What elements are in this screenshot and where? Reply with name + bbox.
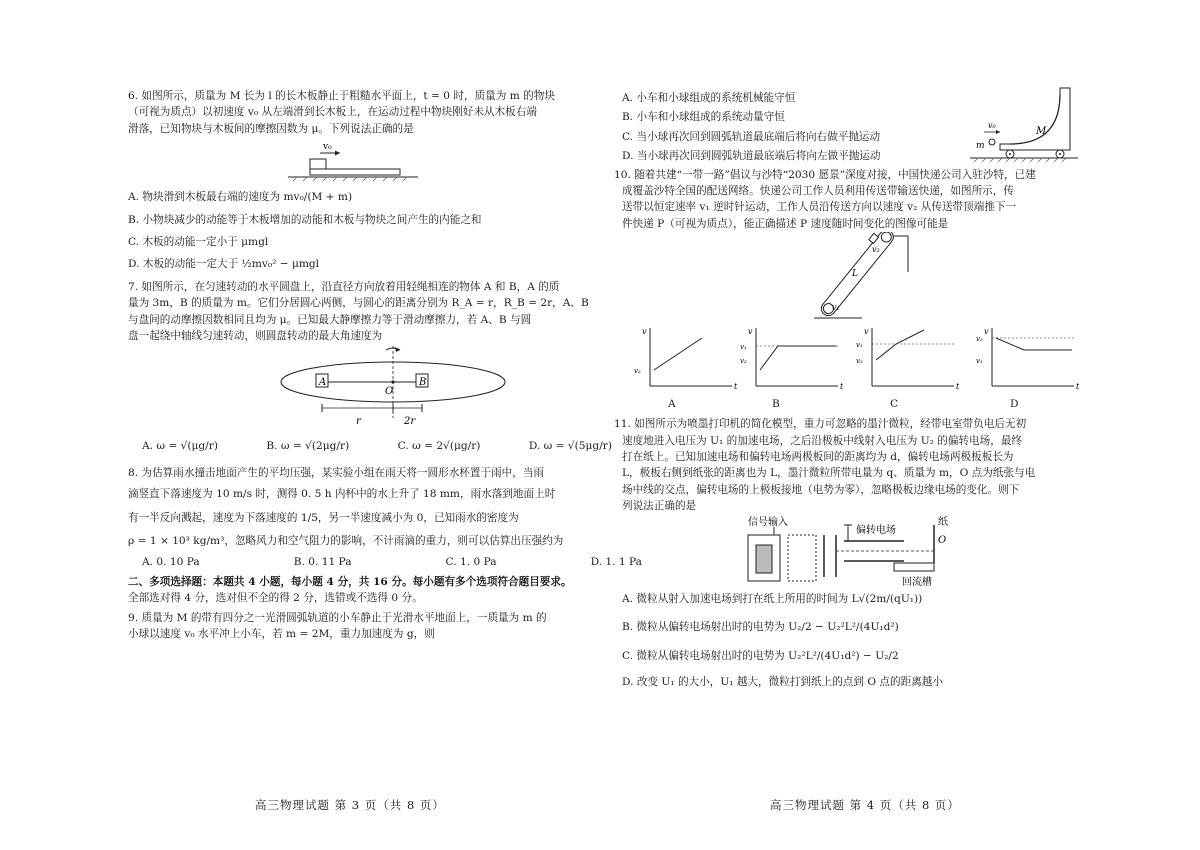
- q11-fig-deflect-label: 偏转电场: [856, 524, 896, 536]
- q7-fig-label-a: A: [319, 377, 327, 389]
- q9-stem-line: 9. 质量为 M 的带有四分之一光滑圆弧轨道的小车静止于光滑水平地面上，一质量为 m 的: [128, 611, 547, 624]
- q11-option-a: A. 微粒从射入加速电场到打在纸上所用的时间为 L√(2m/(qU₁)): [622, 592, 923, 605]
- q6-stem-line: 滑落，已知物块与木板间的摩擦因数为 μ。下列说法正确的是: [128, 122, 414, 135]
- q10-graph-a: [634, 327, 738, 391]
- q11-stem-line: 11. 如图所示为喷墨打印机的简化模型，重力可忽略的墨汁微粒，经带电室带负电后无初: [614, 418, 1027, 431]
- graph-t-label: t: [840, 382, 844, 392]
- q10-stem-line: 件快递 P（可视为质点），能正确描述 P 速度随时间变化的图像可能是: [622, 217, 949, 230]
- graph-v-label: v: [864, 327, 869, 337]
- q10-stem-line: 成覆盖沙特全国的配送网络。快递公司工作人员利用传送带输送快递，如图所示，传: [622, 185, 1014, 198]
- q7-fig-label-b: B: [419, 377, 427, 389]
- q7-stem-line: 量为 3m，B 的质量为 m。它们分居圆心两侧，与圆心的距离分别为 R_A = r，R_B = 2r，A、B: [128, 297, 589, 310]
- graph-t-label: t: [1076, 382, 1080, 392]
- q10-fig-l-label: L: [852, 269, 858, 280]
- q8-option-c: C. 1. 0 Pa: [445, 555, 497, 568]
- q8-stem-line: 有一半反向溅起，速度为下落速度的 1/5，另一半速度减小为 0，已知雨水的密度为: [128, 511, 519, 524]
- q6-option-c: C. 木板的动能一定小于 μmgl: [128, 236, 269, 249]
- q6-option-d: D. 木板的动能一定大于 ½mv₀² − μmgl: [128, 258, 320, 271]
- q11-option-c: C. 微粒从偏转电场射出时的电势为 U₂²L²/(4U₁d²) − U₂/2: [622, 649, 899, 662]
- q11-fig-tank-label: 回流槽: [902, 576, 932, 587]
- q9-fig-big-m-label: M: [1036, 126, 1047, 137]
- q10-stem-line: 10. 随着共建“一带一路”倡议与沙特“2030 愿景”深度对接，中国快递公司入驻沙特，已建: [614, 168, 1036, 181]
- q11-fig-o-label: O: [938, 534, 947, 546]
- question-6: [128, 88, 658, 273]
- q7-fig-label-2r: 2r: [404, 416, 416, 428]
- question-8: [128, 465, 658, 570]
- q10-fig-v1-label: v₁: [832, 303, 840, 313]
- q10-graph-label-d: D: [1010, 398, 1019, 411]
- q11-stem-line: 列说法正确的是: [622, 500, 697, 513]
- q10-graph-b: [740, 327, 844, 391]
- graph-y2-label: v₁: [976, 357, 983, 366]
- q9-fig-m-label: m: [976, 141, 985, 151]
- q11-option-b: B. 微粒从偏转电场射出时的电势为 U₂/2 − U₂²L²/(4U₁d²): [622, 621, 899, 634]
- question-10: [614, 167, 1082, 413]
- graph-curve: [654, 338, 702, 370]
- graph-y1-label: v₂: [976, 335, 983, 344]
- q8-stem-line: 8. 为估算雨水撞击地面产生的平均压强，某实验小组在雨天将一圆形水杯置于雨中，当雨: [128, 466, 545, 479]
- q11-fig-paper-label: 纸: [938, 516, 948, 528]
- q8-stem-line: 滴竖直下落速度为 10 m/s 时，测得 0. 5 h 内杯中的水上升了 18 mm，雨水落到地面上时: [128, 488, 556, 501]
- q10-graph-label-b: B: [772, 398, 780, 411]
- q10-conveyor-figure: [622, 232, 1082, 324]
- q6-stem-line: 6. 如图所示，质量为 M 长为 l 的长木板静止于粗糙水平面上，t = 0 时，质量为 m 的物块: [128, 90, 555, 102]
- q8-stem-line: ρ = 1 × 10³ kg/m³，忽略风力和空气阻力的影响，不计雨滴的重力，则可以估算出压强约为: [128, 535, 564, 548]
- graph-curve: [760, 346, 836, 370]
- q7-option-a: A. ω = √(μg/r): [142, 440, 218, 453]
- q11-fig-signal-label: 信号输入: [748, 516, 788, 528]
- q10-graph-d: [976, 327, 1080, 391]
- q8-options-row: [142, 554, 642, 570]
- q7-stem-line: 7. 如图所示，在匀速转动的水平圆盘上，沿直径方向放着用轻绳相连的物体 A 和 B，A 的质: [128, 280, 560, 293]
- graph-v-label: v: [642, 327, 647, 337]
- q6-option-a: A. 物块滑到木板最右端的速度为 mv₀/(M + m): [128, 191, 353, 204]
- q9-stem-line: 小球以速度 v₀ 水平冲上小车，若 m = 2M，重力加速度为 g，则: [128, 628, 435, 641]
- q10-graph-label-c: C: [890, 398, 899, 411]
- q10-fig-v2-label: v₂: [872, 245, 880, 255]
- question-9: [128, 610, 658, 643]
- q11-stem-line: 速度地进入电压为 U₁ 的加速电场，之后沿极板中线射入电压为 U₂ 的偏转电场，最终: [622, 434, 1023, 447]
- q7-stem-line: 与盘间的动摩擦因数相同且均为 μ。已知最大静摩擦力等于滑动摩擦力，若 A、B 与圆: [128, 313, 532, 326]
- q7-options-row: [142, 438, 612, 454]
- q9-options-block: [622, 90, 1082, 165]
- q10-graph-labels: [622, 396, 1082, 412]
- graph-t-label: t: [734, 382, 738, 392]
- q7-fig-label-r: r: [356, 416, 361, 428]
- q10-graphs: [622, 324, 1082, 396]
- graph-v-label: v: [748, 327, 753, 337]
- q11-option-d: D. 改变 U₁ 的大小，U₁ 越大，微粒打到纸上的点到 O 点的距离越小: [622, 675, 943, 688]
- section-multiple-choice: [128, 574, 658, 607]
- q7-disk-figure: [128, 344, 658, 430]
- q6-option-b: B. 小物块减少的动能等于木板增加的动能和木板与物块之间产生的内能之和: [128, 213, 482, 226]
- q7-fig-label-o: O: [385, 386, 394, 398]
- graph-y1-label: v₁: [740, 343, 747, 352]
- q9-option-c: C. 当小球再次回到圆弧轨道最底端后将向右做平抛运动: [622, 130, 881, 143]
- q9-fig-v0-label: v₀: [988, 121, 996, 130]
- q8-option-b: B. 0. 11 Pa: [293, 555, 352, 568]
- q11-stem-line: L，极板右侧到纸张的距离也为 L，墨汁微粒所带电量为 q、质量为 m，O 点为纸张与电: [622, 467, 1036, 480]
- q7-option-c: C. ω = 2√(μg/r): [397, 440, 481, 453]
- q9-option-d: D. 当小球再次回到圆弧轨道最底端后将向左做平抛运动: [622, 150, 881, 163]
- q6-board-figure: [128, 137, 658, 183]
- graph-y2-label: v₂: [634, 367, 641, 376]
- page-3: [128, 88, 658, 647]
- q8-option-d: D. 1. 1 Pa: [590, 555, 642, 568]
- q10-stem-line: 送带以恒定速率 v₁ 逆时针运动，工作人员沿传送方向以速度 v₂ 从传送带顶端推下一: [622, 201, 1017, 214]
- q7-option-d: D. ω = √(5μg/r): [528, 440, 612, 453]
- graph-y2-label: v₂: [856, 357, 863, 366]
- q10-graph-label-a: A: [668, 398, 676, 411]
- q9-cart-figure: [970, 86, 1080, 162]
- graph-curve: [996, 338, 1072, 350]
- q6-fig-v0-label: v₀: [323, 142, 332, 153]
- q11-stem-line: 打在纸上。已知加速电场和偏转电场两极板间的距离均为 d，偏转电场两极板板长为: [622, 451, 1014, 464]
- page-4-footer: 高三物理试题 第 4 页（共 8 页）: [770, 798, 960, 812]
- q11-printer-figure: [622, 515, 1082, 587]
- q10-graph-c: [856, 327, 960, 391]
- q8-option-a: A. 0. 10 Pa: [142, 555, 200, 568]
- q7-stem-line: 盘一起绕中轴线匀速转动，则圆盘转动的最大角速度为: [128, 330, 383, 343]
- q9-option-a: A. 小车和小球组成的系统机械能守恒: [622, 92, 796, 104]
- graph-curve: [876, 330, 924, 360]
- q6-stem-line: （可视为质点）以初速度 v₀ 从左端滑到长木板上，在运动过程中物块刚好未从木板右端: [128, 106, 537, 119]
- graph-y2-label: v₂: [740, 357, 747, 366]
- graph-t-label: t: [956, 382, 960, 392]
- q7-option-b: B. ω = √(2μg/r): [266, 440, 350, 453]
- section-2-heading: 二、多项选择题：本题共 4 小题，每小题 4 分，共 16 分。每小题有多个选项符合题目要求。: [128, 575, 572, 588]
- question-7: [128, 279, 658, 455]
- page-3-footer: 高三物理试题 第 3 页（共 8 页）: [255, 798, 445, 812]
- graph-y1-label: v₁: [856, 341, 863, 350]
- q11-stem-line: 场中线的交点，偏转电场的上极板接地（电势为零），忽略极板边缘电场的变化。则下: [622, 483, 1020, 496]
- graph-v-label: v: [984, 327, 989, 337]
- section-2-instructions: 全部选对得 4 分，选对但不全的得 2 分，选错或不选得 0 分。: [128, 592, 423, 605]
- q9-option-b: B. 小车和小球组成的系统动量守恒: [622, 111, 785, 124]
